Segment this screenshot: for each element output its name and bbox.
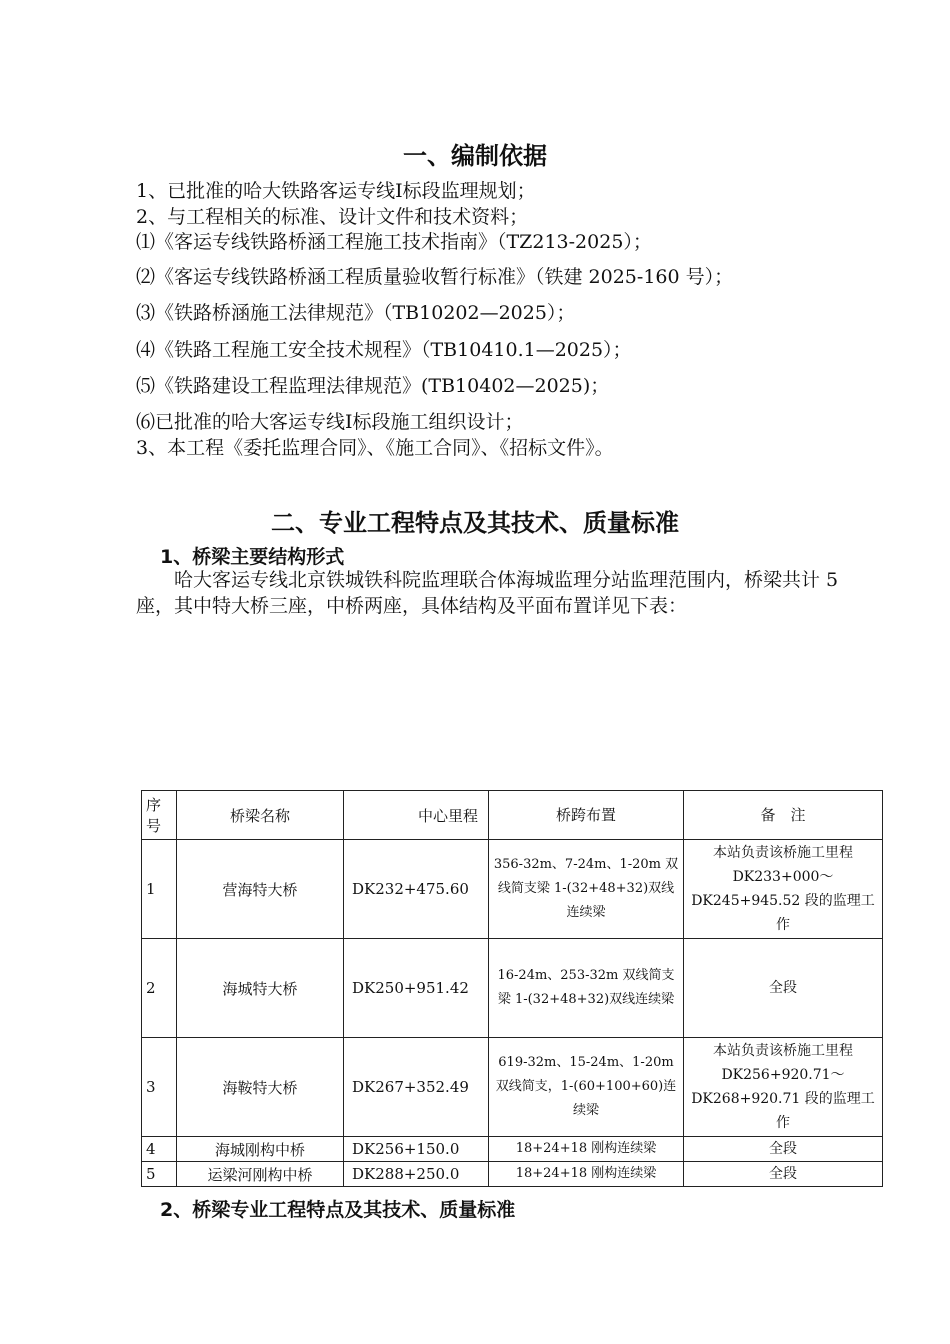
intro-paragraph: 哈大客运专线北京铁城铁科院监理联合体海城监理分站监理范围内，桥梁共计 5 座，其中特大桥三座，中桥两座，具体结构及平面布置详见下表： [136, 569, 839, 617]
cell-note: 全段 [684, 939, 883, 1038]
basis-line-4: ⑵《客运专线铁路桥涵工程质量验收暂行标准》（铁建 2025-160 号）； [136, 266, 734, 288]
cell-name: 海鞍特大桥 [177, 1038, 344, 1137]
header-name: 桥梁名称 [177, 791, 344, 840]
table-row [142, 1162, 883, 1187]
cell-name: 海城刚构中桥 [177, 1137, 344, 1162]
cell-span: 18+24+18 刚构连续梁 [489, 1162, 684, 1187]
cell-note: 全段 [684, 1162, 883, 1187]
section1-title: 一、编制依据 [403, 142, 547, 170]
cell-no: 3 [142, 1038, 177, 1137]
basis-line-5: ⑶《铁路桥涵施工法律规范》（TB10202—2025）； [136, 302, 576, 324]
cell-no: 4 [142, 1137, 177, 1162]
cell-mileage: DK288+250.0 [344, 1162, 489, 1187]
cell-span: 18+24+18 刚构连续梁 [489, 1137, 684, 1162]
subheading-bridge-features: 2、桥梁专业工程特点及其技术、质量标准 [160, 1199, 516, 1221]
subheading-bridge-structure: 1、桥梁主要结构形式 [160, 546, 345, 568]
header-mileage: 中心里程 [344, 791, 489, 840]
table-row [142, 939, 883, 1038]
cell-span: 619-32m、15-24m、1-20m 双线简支，1-(60+100+60)连续梁 [489, 1038, 684, 1137]
basis-line-2: 2、与工程相关的标准、设计文件和技术资料； [136, 206, 529, 228]
cell-no: 1 [142, 840, 177, 939]
bridge-table [141, 790, 883, 1187]
cell-name: 运梁河刚构中桥 [177, 1162, 344, 1187]
table-header-row [142, 791, 883, 840]
basis-line-8: ⑹已批准的哈大客运专线Ⅰ标段施工组织设计； [136, 411, 524, 433]
header-span: 桥跨布置 [489, 791, 684, 840]
table-row [142, 1137, 883, 1162]
basis-line-9: 3、本工程《委托监理合同》、《施工合同》、《招标文件》。 [136, 437, 614, 459]
cell-mileage: DK267+352.49 [344, 1038, 489, 1137]
header-no: 序号 [142, 791, 177, 840]
table-row [142, 840, 883, 939]
cell-note: 本站负责该桥施工里程 DK256+920.71～DK268+920.71 段的监理工作 [684, 1038, 883, 1137]
cell-span: 356-32m、7-24m、1-20m 双线简支梁 1-(32+48+32)双线连续梁 [489, 840, 684, 939]
basis-line-7: ⑸《铁路建设工程监理法律规范》(TB10402—2025)； [136, 375, 610, 397]
basis-line-3: ⑴《客运专线铁路桥涵工程施工技术指南》（TZ213-2025）； [136, 231, 652, 253]
cell-no: 2 [142, 939, 177, 1038]
cell-name: 营海特大桥 [177, 840, 344, 939]
cell-name: 海城特大桥 [177, 939, 344, 1038]
section2-title: 二、专业工程特点及其技术、质量标准 [271, 509, 679, 537]
cell-mileage: DK256+150.0 [344, 1137, 489, 1162]
basis-line-1: 1、已批准的哈大铁路客运专线Ⅰ标段监理规划； [136, 180, 536, 202]
table-row [142, 1038, 883, 1137]
cell-note: 本站负责该桥施工里程 DK233+000～DK245+945.52 段的监理工作 [684, 840, 883, 939]
cell-span: 16-24m、253-32m 双线简支梁 1-(32+48+32)双线连续梁 [489, 939, 684, 1038]
header-note: 备 注 [684, 791, 883, 840]
cell-no: 5 [142, 1162, 177, 1187]
cell-mileage: DK250+951.42 [344, 939, 489, 1038]
cell-mileage: DK232+475.60 [344, 840, 489, 939]
cell-note: 全段 [684, 1137, 883, 1162]
basis-line-6: ⑷《铁路工程施工安全技术规程》（TB10410.1—2025）； [136, 339, 632, 361]
